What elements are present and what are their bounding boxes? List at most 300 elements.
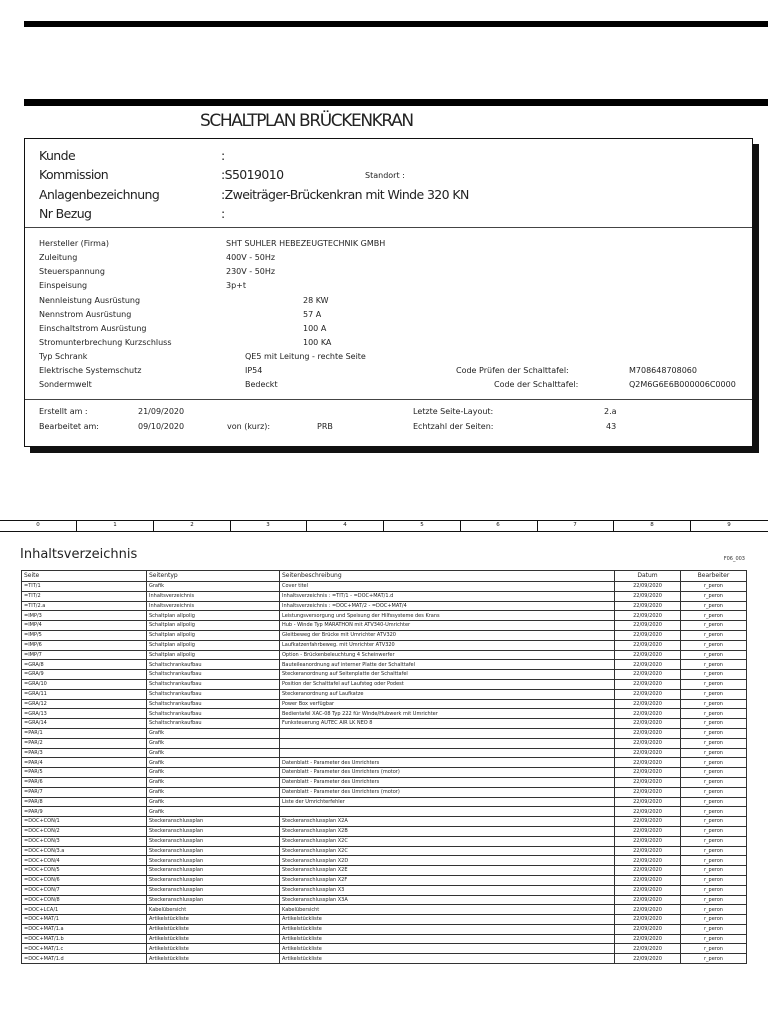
toc-row[interactable] (22, 817, 747, 827)
ruler-number: 6 (496, 522, 500, 528)
bearbeiter-cell: r_peron (681, 748, 747, 758)
seite-cell: =PAR/6 (22, 777, 147, 787)
toc-row[interactable] (22, 738, 747, 748)
spec-label: Hersteller (Firma) (39, 239, 109, 248)
beschreibung-cell: Gleitbeweg der Brücke mit Umrichter ATV320 (280, 630, 615, 640)
cover-card (24, 138, 753, 447)
beschreibung-cell: Steckeranordnung auf Seitenplatte der Schalttafel (280, 670, 615, 680)
toc-row[interactable] (22, 905, 747, 915)
beschreibung-cell (280, 807, 615, 817)
bearbeiter-cell: r_peron (681, 670, 747, 680)
bearbeiter-cell: r_peron (681, 719, 747, 729)
datum-cell: 22/09/2020 (615, 758, 681, 768)
ruler-number: 1 (113, 522, 117, 528)
bearbeiter-cell: r_peron (681, 621, 747, 631)
datum-cell: 22/09/2020 (615, 817, 681, 827)
spec-row-zuleitung (39, 253, 742, 267)
header-label: Kunde (39, 148, 76, 163)
datum-cell: 22/09/2020 (615, 777, 681, 787)
spec-row-steuerspannung (39, 267, 742, 281)
beschreibung-cell: Artikelstückliste (280, 944, 615, 954)
beschreibung-cell: Steckeranschlussplan X2B (280, 826, 615, 836)
beschreibung-cell: Hub - Winde Typ MARATHON mit ATV340-Umrichter (280, 621, 615, 631)
toc-row[interactable] (22, 582, 747, 592)
header-label: Anlagenbezeichnung (39, 187, 160, 202)
seitentyp-cell: Kabelübersicht (147, 905, 280, 915)
datum-cell: 22/09/2020 (615, 679, 681, 689)
bearbeiter-cell: r_peron (681, 787, 747, 797)
spec-value: 230V - 50Hz (226, 267, 276, 276)
seitentyp-cell: Grafik (147, 748, 280, 758)
seitentyp-cell: Inhaltsverzeichnis (147, 601, 280, 611)
seitentyp-cell: Inhaltsverzeichnis (147, 591, 280, 601)
toc-row[interactable] (22, 954, 747, 964)
spec-label: Sondermwelt (39, 380, 92, 389)
datum-cell: 22/09/2020 (615, 699, 681, 709)
code-schalttafel-value: Q2M6G6E6B000006C0000 (629, 380, 736, 389)
bearbeiter-cell: r_peron (681, 797, 747, 807)
ruler-tick (537, 521, 538, 531)
col-header-datum: Datum (615, 571, 681, 582)
seite-cell: =GRA/14 (22, 719, 147, 729)
seitentyp-cell: Schaltschrankaufbau (147, 670, 280, 680)
spec-label: Zuleitung (39, 253, 78, 262)
header-label: Nr Bezug (39, 206, 92, 221)
header-row-kunde (39, 148, 742, 168)
datum-cell: 22/09/2020 (615, 709, 681, 719)
bearbeiter-cell: r_peron (681, 934, 747, 944)
datum-cell: 22/09/2020 (615, 797, 681, 807)
col-header-bearbeiter: Bearbeiter (681, 571, 747, 582)
seitentyp-cell: Schaltschrankaufbau (147, 709, 280, 719)
seite-cell: =GRA/10 (22, 679, 147, 689)
seitentyp-cell: Steckeranschlussplan (147, 885, 280, 895)
spec-label: Nennleistung Ausrüstung (39, 296, 141, 305)
seite-cell: =PAR/2 (22, 738, 147, 748)
seite-cell: =GRA/12 (22, 699, 147, 709)
datum-cell: 22/09/2020 (615, 954, 681, 964)
header-row-kommission (39, 167, 742, 187)
toc-row[interactable] (22, 885, 747, 895)
ruler-tick (690, 521, 691, 531)
col-header-beschreibung: Seitenbeschreibung (280, 571, 615, 582)
footer-section (25, 400, 752, 446)
ruler-number: 9 (727, 522, 731, 528)
toc-row[interactable] (22, 728, 747, 738)
toc-row[interactable] (22, 650, 747, 660)
datum-cell: 22/09/2020 (615, 768, 681, 778)
bearbeiter-cell: r_peron (681, 924, 747, 934)
datum-cell: 22/09/2020 (615, 836, 681, 846)
beschreibung-cell: Funksteuerung AUTEC AIR LK NEO 8 (280, 719, 615, 729)
spec-row-schutz (39, 366, 742, 380)
beschreibung-cell: Artikelstückliste (280, 934, 615, 944)
seite-cell: =DOC+CON/4 (22, 856, 147, 866)
beschreibung-cell: Cover titel (280, 582, 615, 592)
seite-cell: =DOC+MAT/1.d (22, 954, 147, 964)
seite-cell: =DOC+CON/2 (22, 826, 147, 836)
seite-cell: =DOC+CON/1 (22, 817, 147, 827)
header-row-anlagenbezeichnung (39, 187, 742, 207)
bearbeiter-cell: r_peron (681, 915, 747, 925)
seitentyp-cell: Steckeranschlussplan (147, 856, 280, 866)
bearbeiter-cell: r_peron (681, 660, 747, 670)
header-value: :S5019010 (221, 167, 284, 182)
spec-row-nennleistung (39, 296, 742, 310)
datum-cell: 22/09/2020 (615, 895, 681, 905)
toc-row[interactable] (22, 660, 747, 670)
seitentyp-cell: Grafik (147, 728, 280, 738)
toc-table (21, 570, 747, 964)
seite-cell: =DOC+CON/3.a (22, 846, 147, 856)
datum-cell: 22/09/2020 (615, 856, 681, 866)
seite-cell: =IMP/6 (22, 640, 147, 650)
spec-row-einschaltstrom (39, 324, 742, 338)
seite-cell: =DOC+LCA/1 (22, 905, 147, 915)
toc-row[interactable] (22, 768, 747, 778)
toc-row[interactable] (22, 611, 747, 621)
layout-value: 2.a (604, 407, 617, 416)
col-header-seitentyp: Seitentyp (147, 571, 280, 582)
toc-header-row (22, 571, 747, 582)
bearbeiter-cell: r_peron (681, 807, 747, 817)
von-label: von (kurz): (227, 422, 271, 431)
datum-cell: 22/09/2020 (615, 748, 681, 758)
seite-cell: =GRA/11 (22, 689, 147, 699)
ruler-number: 8 (650, 522, 654, 528)
ruler-tick (383, 521, 384, 531)
ruler-tick (153, 521, 154, 531)
datum-cell: 22/09/2020 (615, 601, 681, 611)
seitentyp-cell: Grafik (147, 807, 280, 817)
toc-row[interactable] (22, 591, 747, 601)
seite-cell: =DOC+CON/3 (22, 836, 147, 846)
seite-cell: =TIT/1 (22, 582, 147, 592)
bearbeiter-cell: r_peron (681, 728, 747, 738)
seitentyp-cell: Schaltschrankaufbau (147, 660, 280, 670)
seitentyp-cell: Schaltplan allpolig (147, 640, 280, 650)
toc-row[interactable] (22, 758, 747, 768)
beschreibung-cell: Liste der Umrichterfehler (280, 797, 615, 807)
datum-cell: 22/09/2020 (615, 934, 681, 944)
toc-row[interactable] (22, 875, 747, 885)
toc-row[interactable] (22, 826, 747, 836)
echtzahl-label: Echtzahl der Seiten: (413, 422, 494, 431)
seite-cell: =DOC+MAT/1.c (22, 944, 147, 954)
seite-cell: =DOC+MAT/1.a (22, 924, 147, 934)
ruler-number: 2 (190, 522, 194, 528)
datum-cell: 22/09/2020 (615, 640, 681, 650)
code-schalttafel-label: Code der Schalttafel: (494, 380, 579, 389)
seitentyp-cell: Schaltplan allpolig (147, 630, 280, 640)
specs-section (25, 228, 752, 400)
bearbeiter-cell: r_peron (681, 856, 747, 866)
seitentyp-cell: Schaltschrankaufbau (147, 699, 280, 709)
beschreibung-cell: Bauteileanordnung auf interner Platte der Schalttafel (280, 660, 615, 670)
beschreibung-cell: Artikelstückliste (280, 915, 615, 925)
seite-cell: =TIT/2.a (22, 601, 147, 611)
toc-title: Inhaltsverzeichnis (20, 547, 138, 562)
seite-cell: =PAR/7 (22, 787, 147, 797)
bearbeiter-cell: r_peron (681, 768, 747, 778)
code-pruefen-label: Code Prüfen der Schalttafel: (456, 366, 569, 375)
header-label: Kommission (39, 167, 109, 182)
ruler-number: 3 (266, 522, 270, 528)
beschreibung-cell: Position der Schalttafel auf Laufsteg oder Podest (280, 679, 615, 689)
ruler-number: 5 (420, 522, 424, 528)
seitentyp-cell: Schaltplan allpolig (147, 611, 280, 621)
datum-cell: 22/09/2020 (615, 846, 681, 856)
seitentyp-cell: Grafik (147, 777, 280, 787)
spec-label: Stromunterbrechung Kurzschluss (39, 338, 172, 347)
bearbeiter-cell: r_peron (681, 689, 747, 699)
toc-row[interactable] (22, 797, 747, 807)
toc-row[interactable] (22, 944, 747, 954)
beschreibung-cell: Power Box verfügbar (280, 699, 615, 709)
datum-cell: 22/09/2020 (615, 582, 681, 592)
ruler-number: 0 (36, 522, 40, 528)
spec-value: 57 A (303, 310, 322, 319)
spec-row-schrank (39, 352, 742, 366)
bearbeiter-cell: r_peron (681, 905, 747, 915)
seitentyp-cell: Steckeranschlussplan (147, 836, 280, 846)
spec-value: QE5 mit Leitung - rechte Seite (245, 352, 366, 361)
header-value: : (221, 206, 225, 221)
datum-cell: 22/09/2020 (615, 650, 681, 660)
toc-row[interactable] (22, 679, 747, 689)
seitentyp-cell: Schaltplan allpolig (147, 621, 280, 631)
toc-row[interactable] (22, 924, 747, 934)
bearbeiter-cell: r_peron (681, 885, 747, 895)
bearbeiter-cell: r_peron (681, 679, 747, 689)
seitentyp-cell: Artikelstückliste (147, 934, 280, 944)
bearbeiter-cell: r_peron (681, 817, 747, 827)
ruler-tick (306, 521, 307, 531)
beschreibung-cell (280, 748, 615, 758)
bearbeiter-cell: r_peron (681, 836, 747, 846)
erstellt-value: 21/09/2020 (138, 407, 185, 416)
spec-label: Typ Schrank (39, 352, 88, 361)
beschreibung-cell: Steckeranschlussplan X2C (280, 846, 615, 856)
spec-value: 100 KA (303, 338, 332, 347)
seite-cell: =PAR/9 (22, 807, 147, 817)
spec-value: 400V - 50Hz (226, 253, 276, 262)
datum-cell: 22/09/2020 (615, 807, 681, 817)
seitentyp-cell: Grafik (147, 768, 280, 778)
spec-value: Bedeckt (245, 380, 278, 389)
seitentyp-cell: Grafik (147, 797, 280, 807)
seitentyp-cell: Grafik (147, 758, 280, 768)
bearbeiter-cell: r_peron (681, 611, 747, 621)
toc-row[interactable] (22, 748, 747, 758)
seitentyp-cell: Artikelstückliste (147, 944, 280, 954)
beschreibung-cell: Inhaltsverzeichnis : =DOC+MAT/2 - =DOC+MAT/4 (280, 601, 615, 611)
ruler-tick (613, 521, 614, 531)
seite-cell: =TIT/2 (22, 591, 147, 601)
bearbeiter-cell: r_peron (681, 582, 747, 592)
datum-cell: 22/09/2020 (615, 905, 681, 915)
toc-row[interactable] (22, 866, 747, 876)
bearbeiter-cell: r_peron (681, 826, 747, 836)
datum-cell: 22/09/2020 (615, 689, 681, 699)
spec-label: Nennstrom Ausrüstung (39, 310, 132, 319)
bearbeiter-cell: r_peron (681, 777, 747, 787)
toc-row[interactable] (22, 846, 747, 856)
title-rule (24, 99, 768, 106)
header-value: : (221, 148, 225, 163)
toc-row[interactable] (22, 640, 747, 650)
spec-value: 28 KW (303, 296, 329, 305)
toc-row[interactable] (22, 630, 747, 640)
col-header-seite: Seite (22, 571, 147, 582)
spec-value: 100 A (303, 324, 327, 333)
spec-row-stromunterbrechung (39, 338, 742, 352)
spec-label: Einschaltstrom Ausrüstung (39, 324, 147, 333)
datum-cell: 22/09/2020 (615, 630, 681, 640)
beschreibung-cell: Option - Brückenbeleuchtung 4 Scheinwerfer (280, 650, 615, 660)
seite-cell: =DOC+CON/5 (22, 866, 147, 876)
beschreibung-cell: Steckeranschlussplan X3 (280, 885, 615, 895)
datum-cell: 22/09/2020 (615, 875, 681, 885)
seite-cell: =PAR/5 (22, 768, 147, 778)
datum-cell: 22/09/2020 (615, 944, 681, 954)
bearbeiter-cell: r_peron (681, 699, 747, 709)
code-pruefen-value: M708648708060 (629, 366, 697, 375)
seite-cell: =PAR/1 (22, 728, 147, 738)
standort-label: Standort : (365, 171, 405, 180)
bearbeiter-cell: r_peron (681, 866, 747, 876)
beschreibung-cell: Steckeranschlussplan X2C (280, 836, 615, 846)
spec-label: Steuerspannung (39, 267, 105, 276)
ruler-number: 7 (573, 522, 577, 528)
datum-cell: 22/09/2020 (615, 866, 681, 876)
seite-cell: =GRA/8 (22, 660, 147, 670)
layout-label: Letzte Seite-Layout: (413, 407, 494, 416)
column-ruler (0, 520, 768, 532)
toc-row[interactable] (22, 689, 747, 699)
header-value: :Zweiträger-Brückenkran mit Winde 320 KN (221, 187, 469, 202)
seitentyp-cell: Artikelstückliste (147, 915, 280, 925)
bearbeiter-cell: r_peron (681, 846, 747, 856)
seitentyp-cell: Steckeranschlussplan (147, 846, 280, 856)
bearbeiter-cell: r_peron (681, 954, 747, 964)
beschreibung-cell: Steckeranschlussplan X2A (280, 817, 615, 827)
datum-cell: 22/09/2020 (615, 611, 681, 621)
ruler-tick (230, 521, 231, 531)
toc-row[interactable] (22, 719, 747, 729)
bearbeiter-cell: r_peron (681, 591, 747, 601)
toc-row[interactable] (22, 934, 747, 944)
ruler-tick (460, 521, 461, 531)
spec-label: Einspeisung (39, 281, 88, 290)
seitentyp-cell: Grafik (147, 582, 280, 592)
datum-cell: 22/09/2020 (615, 719, 681, 729)
beschreibung-cell: Bedientafel XAC-08 Typ 222 für Winde/Hubwerk mit Umrichter (280, 709, 615, 719)
beschreibung-cell: Datenblatt - Parameter des Umrichters (280, 758, 615, 768)
datum-cell: 22/09/2020 (615, 660, 681, 670)
toc-row[interactable] (22, 777, 747, 787)
datum-cell: 22/09/2020 (615, 915, 681, 925)
bearbeiter-cell: r_peron (681, 709, 747, 719)
bearbeiter-cell: r_peron (681, 875, 747, 885)
beschreibung-cell: Artikelstückliste (280, 954, 615, 964)
toc-body (22, 582, 747, 964)
seite-cell: =DOC+MAT/1.b (22, 934, 147, 944)
datum-cell: 22/09/2020 (615, 738, 681, 748)
beschreibung-cell: Datenblatt - Parameter des Umrichters (motor) (280, 768, 615, 778)
beschreibung-cell: Steckeranschlussplan X2D (280, 856, 615, 866)
datum-cell: 22/09/2020 (615, 826, 681, 836)
datum-cell: 22/09/2020 (615, 728, 681, 738)
datum-cell: 22/09/2020 (615, 924, 681, 934)
von-value: PRB (317, 422, 333, 431)
toc-row[interactable] (22, 807, 747, 817)
beschreibung-cell: Steckeranschlussplan X2E (280, 866, 615, 876)
seite-cell: =PAR/8 (22, 797, 147, 807)
toc-row[interactable] (22, 709, 747, 719)
seitentyp-cell: Schaltschrankaufbau (147, 679, 280, 689)
bearbeiter-cell: r_peron (681, 601, 747, 611)
seite-cell: =IMP/7 (22, 650, 147, 660)
toc-row[interactable] (22, 699, 747, 709)
seite-cell: =DOC+CON/7 (22, 885, 147, 895)
header-section (25, 139, 752, 228)
header-row-nr-bezug (39, 206, 742, 226)
beschreibung-cell: Datenblatt - Parameter des Umrichters (motor) (280, 787, 615, 797)
seitentyp-cell: Schaltschrankaufbau (147, 719, 280, 729)
bearbeiter-cell: r_peron (681, 640, 747, 650)
seite-cell: =IMP/3 (22, 611, 147, 621)
seite-cell: =GRA/9 (22, 670, 147, 680)
footer-row-erstellt (39, 407, 742, 421)
echtzahl-value: 43 (606, 422, 617, 431)
toc-row[interactable] (22, 621, 747, 631)
document-title: SCHALTPLAN BRÜCKENKRAN (200, 111, 413, 131)
toc-sheet (0, 520, 768, 1024)
toc-row[interactable] (22, 787, 747, 797)
toc-row[interactable] (22, 670, 747, 680)
bearbeiter-cell: r_peron (681, 738, 747, 748)
toc-row[interactable] (22, 601, 747, 611)
seite-cell: =PAR/3 (22, 748, 147, 758)
beschreibung-cell: Inhaltsverzeichnis : =TIT/1 - =DOC+MAT/1.d (280, 591, 615, 601)
ruler-tick (76, 521, 77, 531)
bearbeiter-cell: r_peron (681, 944, 747, 954)
erstellt-label: Erstellt am : (39, 407, 88, 416)
ruler-number: 4 (343, 522, 347, 528)
top-rule (24, 21, 768, 27)
seitentyp-cell: Steckeranschlussplan (147, 866, 280, 876)
toc-row[interactable] (22, 915, 747, 925)
spec-value: IP54 (245, 366, 263, 375)
spec-value: SHT SUHLER HEBEZEUGTECHNIK GMBH (226, 239, 386, 248)
seite-cell: =DOC+CON/6 (22, 875, 147, 885)
spec-row-einspeisung (39, 281, 742, 295)
footer-row-bearbeitet (39, 422, 742, 436)
beschreibung-cell (280, 728, 615, 738)
seitentyp-cell: Artikelstückliste (147, 924, 280, 934)
seitentyp-cell: Grafik (147, 787, 280, 797)
spec-label: Elektrische Systemschutz (39, 366, 142, 375)
bearbeiter-cell: r_peron (681, 650, 747, 660)
beschreibung-cell: Steckeranschlussplan X2F (280, 875, 615, 885)
seitentyp-cell: Grafik (147, 738, 280, 748)
toc-row[interactable] (22, 856, 747, 866)
beschreibung-cell: Datenblatt - Parameter des Umrichters (280, 777, 615, 787)
toc-row[interactable] (22, 895, 747, 905)
bearbeitet-value: 09/10/2020 (138, 422, 185, 431)
toc-row[interactable] (22, 836, 747, 846)
